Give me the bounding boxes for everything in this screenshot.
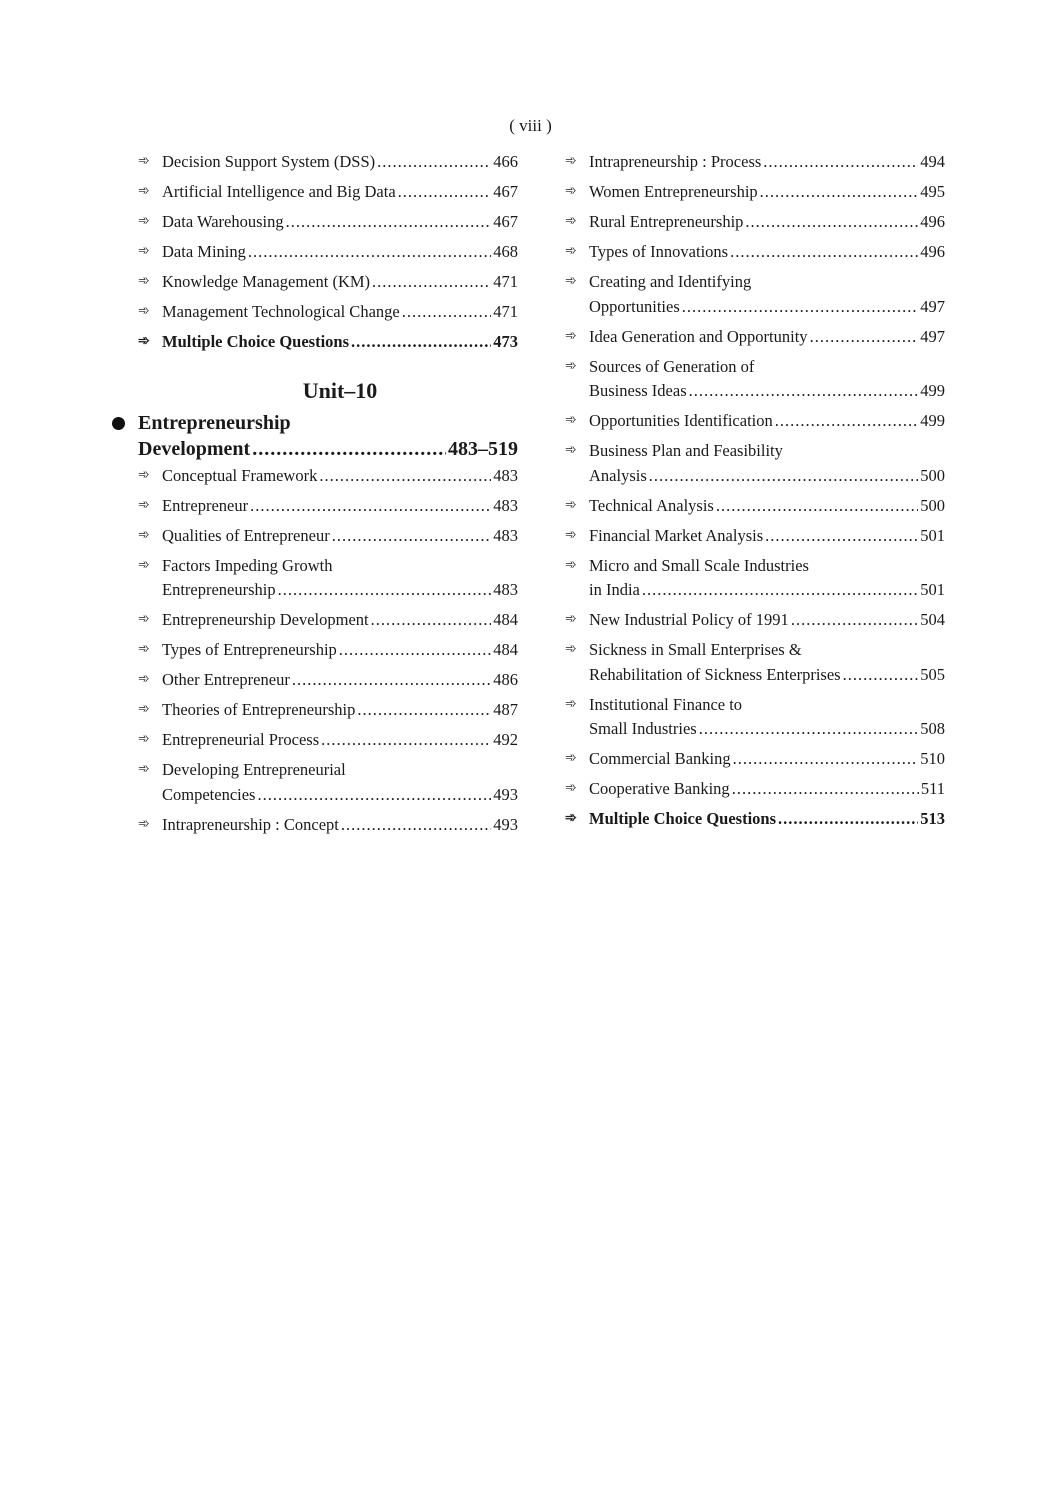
toc-entry-page: 483	[493, 525, 518, 545]
toc-entry-title: Business Ideas	[589, 381, 687, 400]
bullet-icon	[112, 417, 125, 430]
leader-dots	[730, 240, 918, 265]
toc-entry[interactable]	[138, 494, 518, 519]
arrow-right-icon: ➾	[138, 304, 150, 319]
toc-entry-title: Data Warehousing	[162, 212, 284, 231]
toc-entry-page: 510	[920, 749, 945, 768]
toc-entry-title: Analysis	[589, 465, 647, 485]
toc-entry[interactable]	[565, 439, 945, 488]
toc-entry-title: Theories of Entrepreneurship	[162, 700, 356, 719]
toc-entry-title: Knowledge Management (KM)	[162, 272, 371, 291]
toc-entry-title: Opportunities	[589, 296, 680, 316]
toc-entry-title: Commercial Banking	[589, 749, 731, 768]
toc-entry[interactable]	[138, 524, 518, 549]
leader-dots	[733, 747, 919, 772]
toc-entry-page: 494	[920, 152, 945, 171]
arrow-right-icon: ➾	[565, 612, 577, 627]
toc-entry[interactable]	[565, 747, 945, 772]
arrow-right-icon: ➾	[565, 154, 577, 169]
toc-entry-page: 500	[920, 465, 945, 485]
toc-entry[interactable]	[565, 693, 945, 742]
toc-entry-title: Intrapreneurship : Concept	[162, 814, 339, 834]
arrow-right-icon: ➾	[565, 642, 577, 657]
toc-entry[interactable]	[138, 210, 518, 235]
toc-entry-title: Intrapreneurship : Process	[589, 152, 762, 171]
leader-dots	[765, 524, 918, 549]
toc-entry[interactable]	[138, 608, 518, 633]
toc-entry[interactable]	[565, 807, 945, 832]
toc-entry-page: 496	[920, 212, 945, 231]
toc-entry-page: 508	[920, 719, 945, 738]
toc-entry-page: 499	[920, 411, 945, 430]
toc-entry-page: 466	[493, 152, 518, 171]
toc-entry-page: 483	[493, 495, 518, 515]
toc-entry-page: 473	[493, 332, 518, 351]
leader-dots	[642, 578, 918, 603]
toc-entry[interactable]	[138, 464, 518, 489]
toc-entry-page: 467	[493, 182, 518, 201]
toc-entry[interactable]	[138, 240, 518, 265]
toc-entry-page: 484	[493, 640, 518, 659]
leader-dots	[319, 464, 491, 489]
page-number: ( viii )	[509, 116, 552, 135]
toc-entry[interactable]	[565, 240, 945, 265]
toc-entry-page: 504	[920, 610, 945, 629]
toc-entry[interactable]	[565, 524, 945, 549]
toc-entry-page: 471	[493, 302, 518, 321]
toc-entry-title-line1: Sources of Generation of	[589, 356, 755, 376]
toc-entry-title: New Industrial Policy of 1991	[589, 610, 789, 629]
toc-entry[interactable]	[138, 150, 518, 175]
toc-entry-list-after-unit	[138, 464, 518, 838]
toc-entry-page: 486	[493, 670, 518, 689]
toc-entry-title-line1: Sickness in Small Enterprises &	[589, 640, 802, 659]
arrow-right-icon: ➾	[565, 244, 577, 259]
toc-entry-title: Types of Innovations	[589, 242, 729, 261]
arrow-right-icon: ➾	[565, 781, 577, 796]
toc-entry[interactable]	[565, 409, 945, 434]
toc-entry-title-line1: Developing Entrepreneurial	[162, 760, 346, 779]
toc-entry-page: 471	[493, 272, 518, 291]
toc-entry-page: 487	[493, 700, 518, 719]
arrow-right-icon: ➾	[565, 328, 577, 344]
toc-entry-title: Conceptual Framework	[162, 465, 318, 485]
arrow-right-icon: ➾	[565, 527, 577, 543]
leader-dots	[778, 807, 918, 832]
toc-entry-title: Entrepreneurial Process	[162, 730, 320, 749]
leader-dots	[278, 578, 492, 603]
toc-entry[interactable]	[565, 777, 945, 802]
leader-dots	[791, 608, 918, 633]
arrow-right-icon: ➾	[138, 642, 150, 657]
toc-entry[interactable]	[565, 494, 945, 519]
leader-dots	[649, 464, 919, 489]
toc-entry-page: 497	[920, 326, 945, 346]
toc-entry-title-line1: Business Plan and Feasibility	[589, 441, 783, 460]
toc-entry[interactable]	[565, 638, 945, 687]
arrow-right-icon: ➾	[565, 214, 577, 229]
toc-entry[interactable]	[138, 668, 518, 693]
toc-entry[interactable]	[138, 330, 518, 355]
toc-entry-page: 468	[493, 242, 518, 261]
arrow-right-icon: ➾	[138, 184, 150, 199]
arrow-right-icon: ➾	[565, 751, 577, 766]
toc-entry[interactable]	[138, 638, 518, 663]
toc-entry-page: 499	[920, 381, 945, 400]
toc-entry-page: 493	[493, 784, 518, 804]
leader-dots	[292, 668, 491, 693]
toc-entry[interactable]	[565, 554, 945, 603]
arrow-right-icon: ➾	[138, 274, 150, 289]
toc-entry-title: Rural Entrepreneurship	[589, 212, 744, 231]
toc-entry-page: 467	[493, 212, 518, 231]
leader-dots	[716, 494, 918, 519]
leader-dots	[682, 295, 919, 320]
leader-dots	[398, 180, 492, 205]
leader-dots	[699, 717, 919, 742]
arrow-right-icon: ➾	[138, 702, 150, 717]
leader-dots	[732, 777, 919, 802]
arrow-right-icon: ➾	[565, 557, 577, 573]
toc-entry-title: Multiple Choice Questions	[589, 809, 777, 828]
arrow-right-icon: ➾	[138, 467, 150, 483]
toc-entry-page: 501	[920, 580, 945, 599]
leader-dots	[252, 436, 446, 462]
toc-entry-title: in India	[589, 580, 640, 599]
leader-dots	[257, 783, 491, 808]
arrow-right-icon: ➾	[138, 732, 150, 747]
toc-entry[interactable]	[565, 608, 945, 633]
toc-entry-title: Small Industries	[589, 719, 697, 738]
leader-dots	[341, 813, 491, 838]
toc-entry-title: Competencies	[162, 784, 256, 804]
leader-dots	[763, 150, 918, 175]
toc-entry-title: Other Entrepreneur	[162, 670, 290, 689]
leader-dots	[810, 325, 919, 350]
leader-dots	[248, 240, 491, 265]
arrow-right-icon: ➾	[138, 672, 150, 687]
toc-section-heading[interactable]	[138, 410, 518, 462]
leader-dots	[371, 608, 492, 633]
toc-entry-title: Qualities of Entrepreneur	[162, 525, 330, 545]
toc-entry[interactable]	[138, 300, 518, 325]
toc-entry[interactable]	[565, 210, 945, 235]
leader-dots	[843, 663, 919, 688]
toc-entry-title: Entrepreneurship	[162, 580, 276, 599]
toc-entry-page: 484	[493, 610, 518, 629]
leader-dots	[689, 379, 919, 404]
toc-entry-page: 483	[493, 580, 518, 599]
toc-entry-page: 496	[920, 242, 945, 261]
toc-entry-title-line1: Factors Impeding Growth	[162, 555, 333, 575]
toc-entry-title: Data Mining	[162, 242, 246, 261]
toc-entry-title: Management Technological Change	[162, 302, 400, 321]
arrow-right-icon: ➾	[565, 696, 577, 712]
toc-entry[interactable]	[565, 325, 945, 350]
toc-entry-page: 495	[920, 182, 945, 201]
toc-entry-title: Technical Analysis	[589, 495, 714, 515]
toc-entry-page: 483	[493, 465, 518, 485]
toc-entry-title-line1: Micro and Small Scale Industries	[589, 555, 809, 575]
section-title-line1: Entrepreneurship	[138, 411, 291, 434]
arrow-right-icon: ➾	[565, 358, 577, 374]
toc-entry[interactable]	[565, 355, 945, 404]
toc-entry-title-line1: Institutional Finance to	[589, 694, 743, 714]
toc-entry[interactable]	[138, 813, 518, 838]
leader-dots	[775, 409, 919, 434]
toc-entry-title: Types of Entrepreneurship	[162, 640, 337, 659]
toc-entry-title: Entrepreneurship Development	[162, 610, 369, 629]
toc-entry[interactable]	[138, 758, 518, 807]
leader-dots	[357, 698, 491, 723]
arrow-right-icon: ➾	[565, 497, 577, 513]
arrow-right-icon: ➾	[138, 214, 150, 229]
toc-entry-page: 493	[493, 814, 518, 834]
leader-dots	[351, 330, 491, 355]
arrow-right-icon: ➾	[565, 443, 577, 458]
arrow-right-icon: ➾	[138, 612, 150, 627]
toc-entry-page: 505	[920, 664, 945, 684]
toc-entry-page: 513	[920, 809, 945, 828]
section-title-line2: Development	[138, 437, 251, 460]
leader-dots	[321, 728, 491, 753]
toc-entry[interactable]	[565, 150, 945, 175]
toc-entry-title: Rehabilitation of Sickness Enterprises	[589, 664, 841, 684]
toc-right-column	[565, 150, 945, 837]
arrow-right-icon: ➾	[138, 334, 150, 349]
arrow-right-icon: ➾	[565, 413, 577, 428]
toc-entry[interactable]	[138, 270, 518, 295]
section-pages: 483–519	[448, 437, 518, 460]
toc-entry[interactable]	[138, 698, 518, 723]
unit-heading: Unit–10	[302, 377, 378, 403]
toc-entry-title: Women Entrepreneurship	[589, 182, 758, 201]
arrow-right-icon: ➾	[565, 184, 577, 199]
arrow-right-icon: ➾	[565, 811, 577, 826]
toc-entry-title: Cooperative Banking	[589, 779, 730, 798]
leader-dots	[760, 180, 919, 205]
arrow-right-icon: ➾	[138, 497, 150, 513]
toc-entry-title: Entrepreneur	[162, 495, 249, 515]
toc-entry-title-line1: Creating and Identifying	[589, 272, 752, 291]
toc-entry-title: Financial Market Analysis	[589, 525, 764, 545]
leader-dots	[402, 300, 492, 325]
toc-entry-title: Artificial Intelligence and Big Data	[162, 182, 396, 201]
toc-entry[interactable]	[565, 180, 945, 205]
leader-dots	[372, 270, 491, 295]
toc-entry-page: 500	[920, 495, 945, 515]
leader-dots	[339, 638, 491, 663]
leader-dots	[332, 524, 492, 549]
arrow-right-icon: ➾	[138, 557, 150, 573]
toc-entry[interactable]	[138, 554, 518, 603]
leader-dots	[250, 494, 491, 519]
toc-entry[interactable]	[565, 270, 945, 319]
toc-entry-page: 501	[920, 525, 945, 545]
toc-entry-title: Opportunities Identification	[589, 411, 773, 430]
toc-entry-page: 511	[920, 779, 945, 798]
arrow-right-icon: ➾	[565, 274, 577, 289]
leader-dots	[377, 150, 491, 175]
arrow-right-icon: ➾	[138, 816, 150, 832]
arrow-right-icon: ➾	[138, 154, 150, 169]
toc-entry[interactable]	[138, 180, 518, 205]
toc-entry-page: 492	[493, 730, 518, 749]
toc-entry-title: Decision Support System (DSS)	[162, 152, 376, 171]
toc-left-column	[138, 150, 518, 843]
leader-dots	[286, 210, 492, 235]
toc-entry-title: Multiple Choice Questions	[162, 332, 350, 351]
arrow-right-icon: ➾	[138, 527, 150, 543]
arrow-right-icon: ➾	[138, 762, 150, 777]
toc-entry-title: Idea Generation and Opportunity	[589, 326, 808, 346]
leader-dots	[745, 210, 918, 235]
arrow-right-icon: ➾	[138, 244, 150, 259]
toc-entry[interactable]	[138, 728, 518, 753]
toc-entry-page: 497	[920, 296, 945, 316]
toc-entry-list-before-unit	[138, 150, 518, 355]
